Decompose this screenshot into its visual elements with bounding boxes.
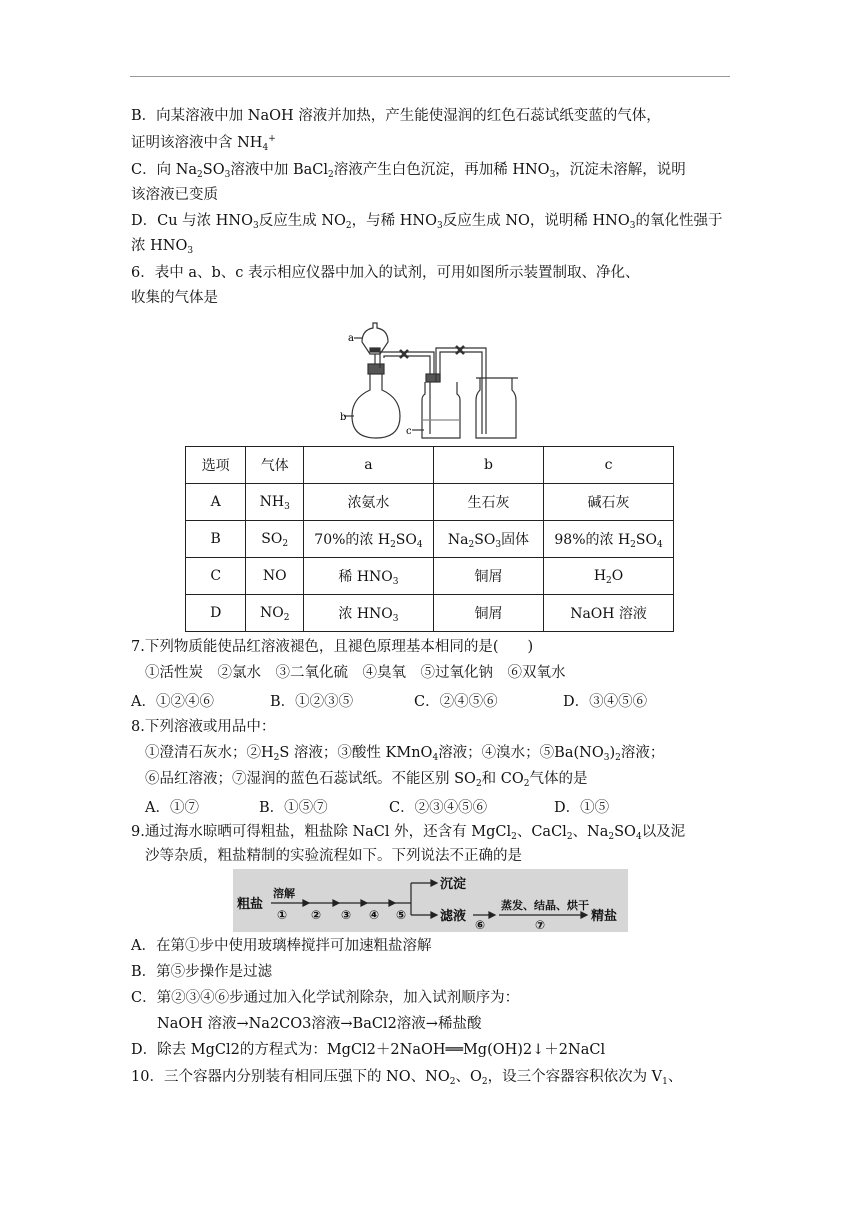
flow-precipitate: 沉淀	[440, 877, 467, 892]
gas-apparatus-diagram	[340, 320, 530, 444]
table-cell: $NO_2$	[246, 595, 304, 632]
q10-stem-line1: 10．三个容器内分别装有相同压强下的 NO、$NO_2$、$O_2$，设三个容器容积依次为 $V_1$、	[131, 1069, 683, 1087]
q7-option-a: A．①②④⑥	[131, 694, 214, 710]
q8-items-line1: ①澄清石灰水；$②H_2S$ 溶液；③酸性 KMnO$_4$溶液；④溴水；$⑤Ba(NO_3)_2$溶液；	[145, 745, 665, 763]
q5-option-c-line2: 该溶液已变质	[131, 187, 218, 203]
q8-items-line2: ⑥品红溶液；⑦湿润的蓝色石蕊试纸。不能区别 $SO_2$和 $CO_2$气体的是	[145, 771, 588, 789]
table-cell: 98%的浓 $H_2SO_4$	[544, 521, 674, 558]
q7-stem: 7.下列物质能使品红溶液褪色，且褪色原理基本相同的是( )	[131, 639, 534, 655]
header-cell: a	[304, 447, 434, 484]
flow-filtrate: 滤液	[440, 909, 467, 924]
table-cell: $SO_2$	[246, 521, 304, 558]
flow-step-6: ⑥	[475, 918, 486, 932]
table-cell: $NH_3$	[246, 484, 304, 521]
q9-option-d: D．除去 MgCl2的方程式为：MgCl2＋2NaOH══Mg(OH)2↓＋2NaCl	[131, 1042, 606, 1058]
q5-option-d-line1: D．Cu 与浓 $HNO_3$反应生成 $NO_2$，与稀 $HNO_3$反应生成 NO，说明稀 $HNO_3$的氧化性强于	[131, 213, 723, 231]
flow-evaporate: 蒸发、结晶、烘干	[501, 899, 589, 912]
table-cell: D	[186, 595, 246, 632]
q8-stem: 8.下列溶液或用品中：	[131, 719, 276, 735]
table-cell: B	[186, 521, 246, 558]
q9-option-b: B．第⑤步操作是过滤	[131, 964, 273, 980]
q9-stem-line1: 9.通过海水晾晒可得粗盐，粗盐除 NaCl 外，还含有 MgCl$_2$、CaCl$_2$、$Na_2SO_4$以及泥	[131, 824, 686, 842]
header-cell: b	[433, 447, 543, 484]
q5-option-b-line2: 证明该溶液中含 $NH_4^+$	[131, 134, 276, 153]
header-rule	[130, 76, 730, 77]
table-row	[186, 484, 674, 521]
flow-step-1: ①	[277, 908, 288, 922]
table-cell: 70%的浓 $H_2SO_4$	[304, 521, 434, 558]
table-header-row	[186, 447, 674, 484]
q7-option-c: C．②④⑤⑥	[414, 694, 498, 710]
flow-end: 精盐	[591, 909, 618, 924]
table-cell: C	[186, 558, 246, 595]
flow-step-5: ⑤	[396, 908, 407, 922]
table-cell: $Na_2SO_3$固体	[433, 521, 543, 558]
q7-option-b: B．①②③⑤	[270, 694, 354, 710]
q5-option-c-line1: C．向 $Na_2SO_3$溶液中加 BaCl$_2$溶液产生白色沉淀，再加稀 $HNO_3$，沉淀未溶解，说明	[131, 162, 686, 180]
table-cell: $H_2O$	[544, 558, 674, 595]
table-cell: 铜屑	[433, 558, 543, 595]
q5-option-b-line1: B．向某溶液中加 NaOH 溶液并加热，产生能使湿润的红色石蕊试纸变蓝的气体，	[131, 108, 661, 124]
table-row	[186, 521, 674, 558]
table-cell: 稀 $HNO_3$	[304, 558, 434, 595]
table-cell: 碱石灰	[544, 484, 674, 521]
flow-step-2: ②	[311, 908, 322, 922]
q8-option-b: B．①⑤⑦	[259, 800, 328, 816]
flow-step-3: ③	[341, 908, 352, 922]
table-cell: 浓 $HNO_3$	[304, 595, 434, 632]
header-cell: 气体	[246, 447, 304, 484]
label-a: a	[348, 333, 354, 344]
table-row	[186, 595, 674, 632]
q6-reagent-table	[185, 446, 674, 632]
q6-stem-line2: 收集的气体是	[131, 290, 218, 306]
q7-items: ①活性炭 ②氯水 ③二氧化硫 ④臭氧 ⑤过氧化钠 ⑥双氧水	[145, 665, 566, 681]
q9-option-a: A．在第①步中使用玻璃棒搅拌可加速粗盐溶解	[131, 938, 432, 954]
table-row	[186, 558, 674, 595]
table-cell: 生石灰	[433, 484, 543, 521]
q9-stem-line2: 沙等杂质，粗盐精制的实验流程如下。下列说法不正确的是	[145, 848, 522, 864]
header-cell: c	[544, 447, 674, 484]
flow-step-4: ④	[369, 908, 380, 922]
flow-dissolve: 溶解	[273, 887, 295, 900]
q6-stem-line1: 6．表中 a、b、c 表示相应仪器中加入的试剂，可用如图所示装置制取、净化、	[131, 265, 640, 281]
q8-option-c: C．②③④⑤⑥	[389, 800, 488, 816]
q5-option-d-line2: 浓 $HNO_3$	[131, 238, 194, 256]
q8-option-a: A．①⑦	[145, 800, 199, 816]
label-b: b	[340, 412, 347, 423]
salt-purification-flowchart	[233, 869, 628, 932]
table-cell: NaOH 溶液	[544, 595, 674, 632]
flow-start: 粗盐	[237, 897, 264, 912]
table-cell: 浓氨水	[304, 484, 434, 521]
q9-option-c-order: NaOH 溶液→Na2CO3溶液→BaCl2溶液→稀盐酸	[157, 1016, 482, 1032]
table-cell: NO	[246, 558, 304, 595]
header-cell: 选项	[186, 447, 246, 484]
q7-option-d: D．③④⑤⑥	[563, 694, 648, 710]
table-cell: A	[186, 484, 246, 521]
label-c: c	[406, 426, 412, 437]
q9-option-c: C．第②③④⑥步通过加入化学试剂除杂，加入试剂顺序为：	[131, 990, 520, 1006]
flow-step-7: ⑦	[535, 918, 546, 932]
q8-option-d: D．①⑤	[554, 800, 610, 816]
table-cell: 铜屑	[433, 595, 543, 632]
